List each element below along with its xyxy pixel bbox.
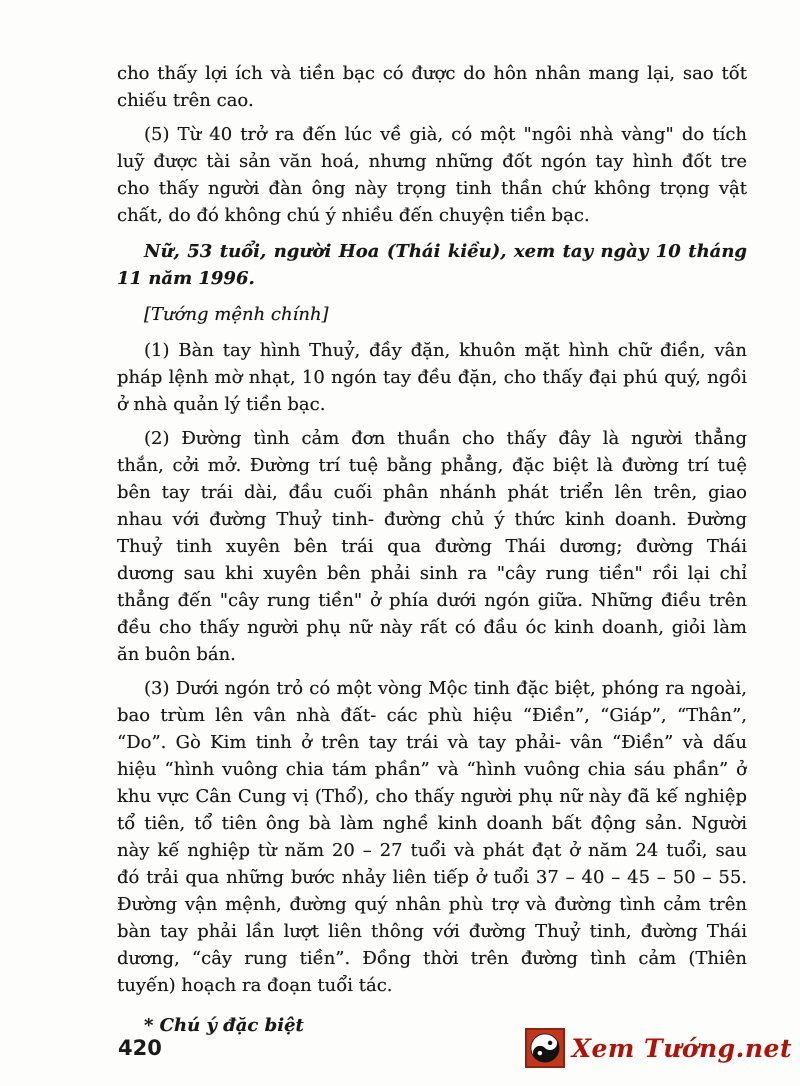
yin-yang-icon (525, 1028, 565, 1068)
text-line: thẳng đến "cây rung tiền" ở phía dưới ngón giữa. Những điều trên (117, 590, 747, 611)
text-line: tổ tiên, tổ tiên ông bà làm nghề kinh doanh bất động sản. Người (117, 813, 747, 834)
text-line: (1) Bàn tay hình Thuỷ, đầy đặn, khuôn mặt hình chữ điền, vân (144, 340, 747, 361)
paragraph-body (117, 675, 747, 999)
paragraph-subheading (117, 301, 747, 328)
text-line: (3) Dưới ngón trỏ có một vòng Mộc tinh đặc biệt, phóng ra ngoài, (144, 678, 747, 699)
watermark-logo (525, 1028, 792, 1068)
text-line: (5) Từ 40 trở ra đến lúc về già, có một "ngôi nhà vàng" do tích (144, 124, 747, 145)
text-line: * Chú ý đặc biệt (144, 1015, 304, 1036)
page-number: 420 (118, 1036, 162, 1060)
paragraph-body (117, 337, 747, 418)
paragraph-body (117, 121, 747, 229)
text-line: bàn tay phải lần lượt liên thông với đường Thuỷ tinh, đường Thái (117, 921, 747, 942)
text-line: bên tay trái dài, đầu cuối phân nhánh phát triển lên trên, giao (117, 482, 747, 503)
text-line: thắn, cởi mở. Đường trí tuệ bằng phẳng, đặc biệt là đường trí tuệ (117, 455, 747, 476)
paragraph-body (117, 425, 747, 668)
text-line: Nữ, 53 tuổi, người Hoa (Thái kiều), xem tay ngày 10 tháng (144, 241, 747, 262)
text-line: hiệu “hình vuông chia tám phần” và “hình vuông chia sáu phần” ở (117, 759, 747, 780)
text-line: nhau với đường Thuỷ tinh- đường chủ ý thức kinh doanh. Đường (117, 509, 747, 530)
text-line: ở nhà quản lý tiền bạc. (117, 394, 326, 415)
text-line: cho thấy người đàn ông này trọng tinh thần chứ không trọng vật (117, 178, 747, 199)
paragraph-heading (117, 238, 747, 292)
text-line: 11 năm 1996. (117, 268, 255, 289)
text-line: bao trùm lên vân nhà đất- các phù hiệu “Điền”, “Giáp”, “Thân”, (117, 705, 747, 726)
text-line: “Do”. Gò Kim tinh ở trên tay trái và tay phải- vân “Điền” và dấu (117, 732, 747, 753)
text-line: (2) Đường tình cảm đơn thuần cho thấy đây là người thẳng (144, 428, 747, 449)
text-line: ăn buôn bán. (117, 644, 236, 665)
text-line: luỹ được tài sản văn hoá, nhưng những đốt ngón tay hình đốt tre (117, 151, 747, 172)
text-line: dương, “cây rung tiền”. Đồng thời trên đường tình cảm (Thiên (117, 948, 747, 969)
paragraph-body (117, 60, 747, 114)
text-line: đó trải qua những bước nhảy liên tiếp ở tuổi 37 – 40 – 45 – 50 – 55. (117, 867, 747, 888)
text-block (117, 60, 747, 1046)
text-line: này kế nghiệp từ năm 20 – 27 tuổi và phát đạt ở năm 24 tuổi, sau (117, 840, 747, 861)
watermark-text: Xem Tướng.net (571, 1033, 792, 1063)
text-line: chất, do đó không chú ý nhiều đến chuyện tiền bạc. (117, 205, 590, 226)
text-line: khu vực Cân Cung vị (Thổ), cho thấy người phụ nữ này đã kế nghiệp (117, 786, 747, 807)
text-line: chiếu trên cao. (117, 90, 254, 111)
text-line: dương sau khi xuyên bên phải sinh ra "cây rung tiền" rồi lại chỉ (117, 563, 747, 584)
text-line: tuyến) hoạch ra đoạn tuổi tác. (117, 975, 393, 996)
text-line: [Tướng mệnh chính] (144, 304, 329, 325)
text-line: cho thấy lợi ích và tiền bạc có được do hôn nhân mang lại, sao tốt (117, 63, 747, 84)
text-line: pháp lệnh mờ nhạt, 10 ngón tay đều đặn, cho thấy đại phú quý, ngồi (117, 367, 747, 388)
text-line: Thuỷ tinh xuyên bên trái qua đường Thái dương; đường Thái (117, 536, 747, 557)
text-line: đều cho thấy người phụ nữ này rất có đầu óc kinh doanh, giỏi làm (117, 617, 747, 638)
text-line: Đường vận mệnh, đường quý nhân phù trợ và đường tình cảm trên (117, 894, 747, 915)
